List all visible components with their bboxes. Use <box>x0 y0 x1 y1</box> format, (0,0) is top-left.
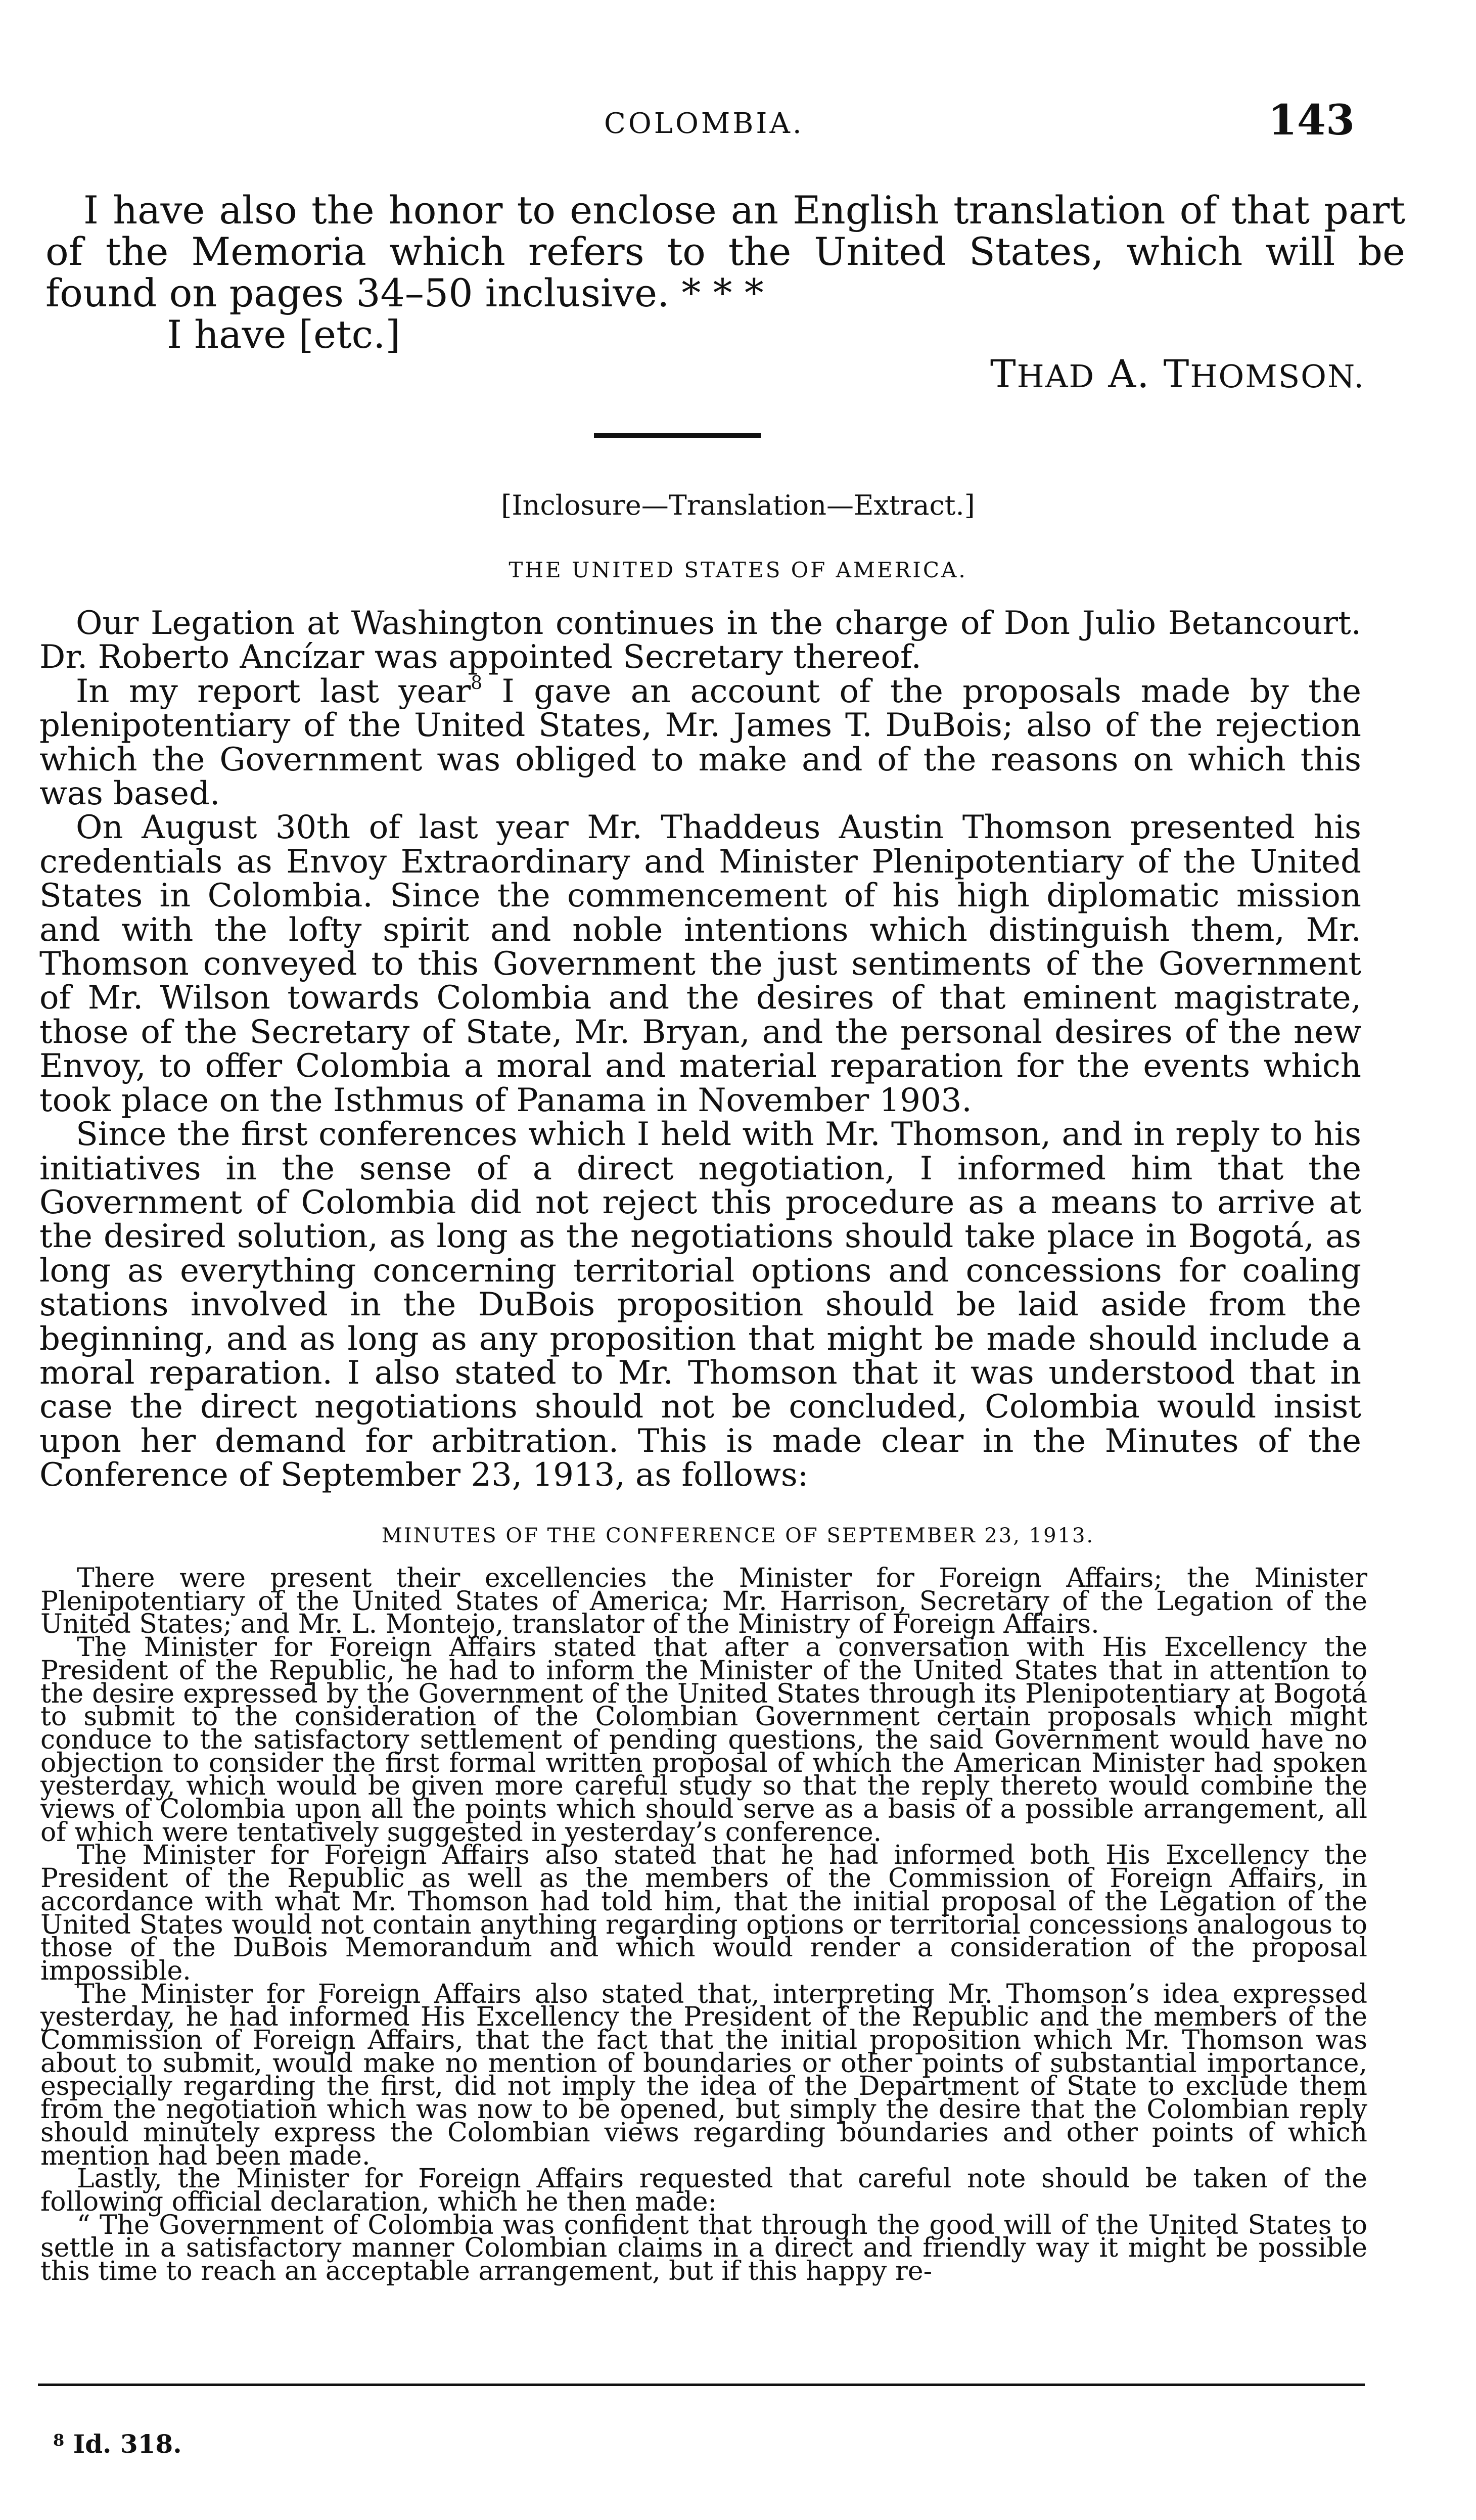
body-paragraph: On August 30th of last year Mr. Thaddeus Austin Thomson presented his credentials as Envoy Extraordinary and Minister Plenipotentiary of the United States in Colombia. Since the commencement of his high diplomatic mission and with the lofty spirit and noble intentions which distinguish them, Mr. Thomson conveyed to this Government the just sentiments of the Government of Mr. Wilson towards Colombia and the desires of that eminent magistrate, those of the Secretary of State, Mr. Bryan, and the personal desires of the new Envoy, to offer Colombia a moral and material reparation for the events which took place on the Isthmus of Panama in November 1903. <box>39 809 1361 1119</box>
inclosure-heading: [Inclosure—Translation—Extract.] <box>501 489 975 521</box>
signature-initial: T <box>990 351 1017 396</box>
body-paragraph: Since the first conferences which I held with Mr. Thomson, and in reply to his initiatives in the sense of a direct negotiation, I informed him that the Government of Colombia did not reject this procedure as a means to arrive at the desired solution, as long as the negotiations should take place in Bogotá, as long as everything concerning territorial options and concessions for coaling stations involved in the DuBois proposition should be laid aside from the beginning, and as long as any proposition that might be made should include a moral reparation. I also stated to Mr. Thomson that it was understood that in case the direct negotiations should not be concluded, Colombia would insist upon her demand for arbitration. This is made clear in the Minutes of the Conference of September 23, 1913, as follows: <box>39 1116 1361 1494</box>
page-header <box>0 96 1476 157</box>
minutes-heading: MINUTES OF THE CONFERENCE OF SEPTEMBER 23, 1913. <box>381 1524 1095 1547</box>
footnote-text: Id. 318. <box>73 2429 182 2459</box>
signature-initial: T <box>1163 351 1190 396</box>
closing-formula: I have [etc.] <box>167 312 401 357</box>
page-number: 143 <box>1268 96 1355 145</box>
body-paragraph <box>39 672 1362 813</box>
body-paragraph: Our Legation at Washington continues in the charge of Don Julio Betancourt. Dr. Roberto Ancízar was appointed Secretary thereof. <box>39 605 1361 676</box>
minutes-paragraph: The Minister for Foreign Affairs also stated that he had informed both His Excellency the President of the Republic as well as the members of the Commission of Foreign Affairs, in accordance with what Mr. Thomson had told him, that the initial proposal of the Legation of the United States would not contain anything regarding options or territorial concessions analogous to those of the DuBois Memorandum and which would render a consideration of the proposal impossible. <box>40 1840 1367 1986</box>
minutes-paragraph: Lastly, the Minister for Foreign Affairs requested that careful note should be taken of the following official declaration, which he then made: <box>40 2164 1367 2217</box>
signature-smallcaps: HAD <box>1017 358 1095 395</box>
section-title: THE UNITED STATES OF AMERICA. <box>509 558 967 582</box>
minutes-paragraph: The Minister for Foreign Affairs stated that after a conversation with His Excellency the President of the Republic, he had to inform the Minister of the United States that in attention to the desire expressed by the Government of the United States through its Plenipotentiary at Bogotá to submit to the consideration of the Colombian Government certain proposals which might conduce to the satisfactory settlement of pending questions, the said Government would have no objection to consider the first formal written proposal of which the American Minister had spoken yesterday, which would be given more careful study so that the reply thereto would combine the views of Colombia upon all the points which should serve as a basis of a possible arrangement, all of which were tentatively suggested in yesterday’s conference. <box>40 1632 1367 1848</box>
minutes-paragraph: “ The Government of Colombia was confident that through the good will of the United States to settle in a satisfactory manner Colombian claims in a direct and friendly way it might be possible this time to reach an acceptable arrangement, but if this happy re- <box>40 2210 1367 2287</box>
minutes-paragraph: The Minister for Foreign Affairs also stated that, interpreting Mr. Thomson’s idea expressed yesterday, he had informed His Excellency the President of the Republic and the members of the Commission of Foreign Affairs, that the fact that the initial proposition which Mr. Thomson was about to submit, would make no mention of boundaries or other points of substantial importance, especially regarding the first, did not imply the idea of the Department of State to exclude them from the negotiation which was now to be opened, but simply the desire that the Colombian reply should minutely express the Colombian views regarding boundaries and other points of which mention had been made. <box>40 1979 1367 2171</box>
intro-paragraph: I have also the honor to enclose an English translation of that part of the Memoria which refers to the United States, which will be found on pages 34–50 inclusive. * * * <box>45 188 1405 315</box>
body-text: I gave an account of the proposals made by the plenipotentiary of the United States, Mr. James T. DuBois; also of the rejection which the Government was obliged to make and of the reasons on which this was based. <box>39 672 1362 813</box>
body-text: In my report last year <box>76 672 471 710</box>
footnote-divider <box>38 2384 1365 2386</box>
minutes-paragraph: There were present their excellencies the Minister for Foreign Affairs; the Minister Plenipotentiary of the United States of America; Mr. Harrison, Secretary of the Legation of the United States; and Mr. L. Montejo, translator of the Ministry of Foreign Affairs. <box>40 1563 1367 1640</box>
signature-smallcaps: HOMSON. <box>1190 358 1365 395</box>
letter-closing-section <box>45 190 1405 355</box>
footnote-mark: 8 <box>53 2431 65 2450</box>
signature <box>990 351 1365 396</box>
footnote-reference: 8 <box>471 672 483 694</box>
section-divider <box>594 433 761 438</box>
signature-middle-initial: A. <box>1108 351 1150 396</box>
minutes-text <box>40 1563 1367 2287</box>
main-text <box>39 607 1361 1493</box>
footnote <box>53 2429 182 2459</box>
running-head: COLOMBIA. <box>604 107 804 140</box>
